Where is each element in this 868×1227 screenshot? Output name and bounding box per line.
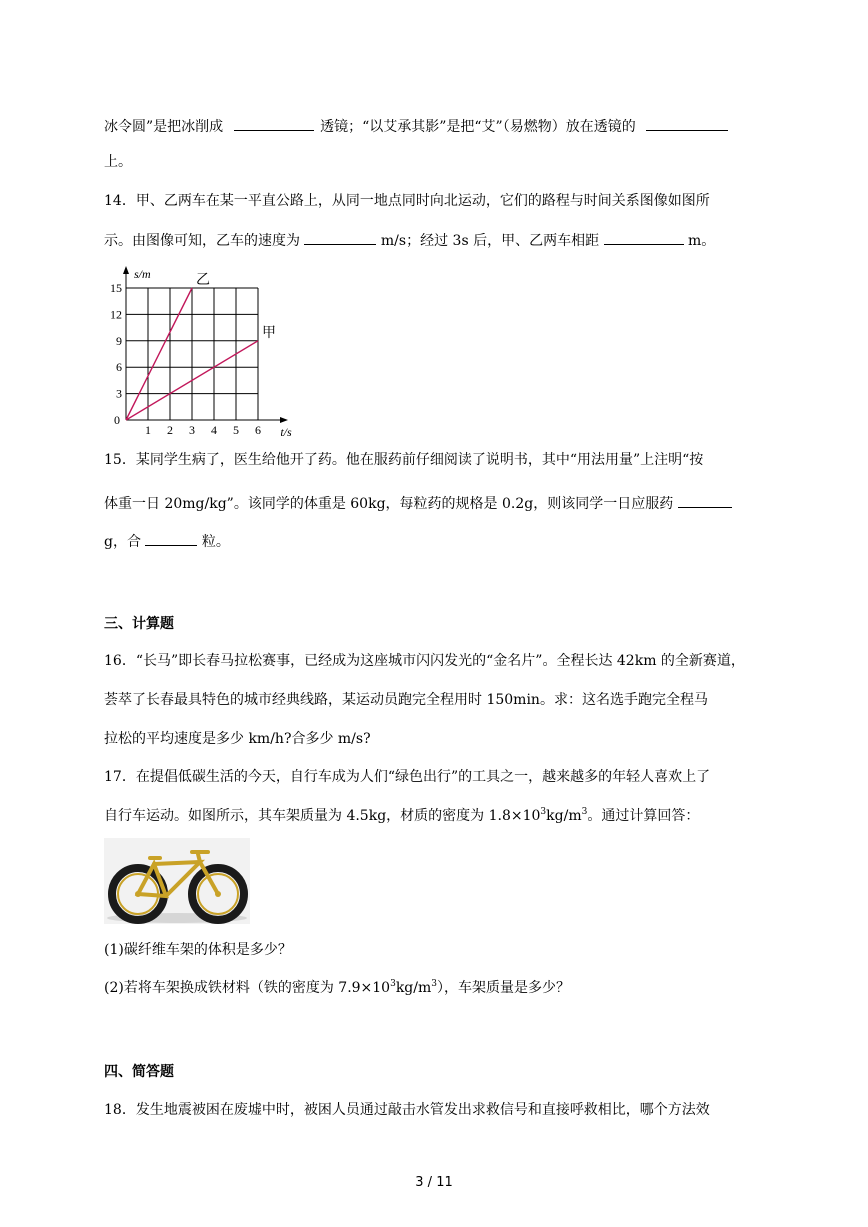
page-separator: / (427, 1175, 433, 1190)
q14-blank-speed[interactable] (304, 229, 376, 245)
q17-sub2-text-b: kg/m (395, 980, 432, 996)
q13-blank-1[interactable] (234, 115, 314, 131)
x-tick-label: 4 (211, 423, 217, 437)
q17-sub2-text-c: ），车架质量是多少？ (437, 980, 570, 996)
exponent: 3 (540, 807, 547, 817)
q15-line-3 (104, 530, 230, 552)
y-axis-arrow (123, 266, 129, 274)
q17-sub-1 (104, 940, 292, 960)
q17-text-1: 17．在提倡低碳生活的今天，自行车成为人们“绿色出行”的工具之一，越来越多的年轻人喜欢上了 (104, 769, 711, 785)
bicycle-image (104, 838, 250, 924)
q16-line-2 (104, 690, 708, 710)
q15-text-3b: 粒。 (201, 534, 230, 550)
origin-label: 0 (114, 413, 120, 427)
x-tick-label: 6 (255, 423, 261, 437)
q16-line-3 (104, 729, 371, 749)
q17-text-2b: kg/m (546, 808, 582, 824)
section-heading-short-answer: 四、简答题 (104, 1064, 174, 1080)
series-label: 乙 (196, 272, 210, 288)
y-tick-label: 6 (116, 360, 122, 375)
q14-line-1 (104, 191, 710, 211)
q17-sub2-text-a: (2)若将车架换成铁材料（铁的密度为 7.9×10 (104, 980, 391, 996)
section-heading-calculation: 三、计算题 (104, 616, 174, 632)
q17-text-2a: 自行车运动。如图所示，其车架质量为 4.5kg，材质的密度为 1.8×10 (104, 808, 541, 824)
distance-time-chart (104, 258, 304, 438)
q14-text-2a: 示。由图像可知，乙车的速度为 (104, 233, 300, 249)
q14-line-2 (104, 229, 715, 251)
x-tick-label: 2 (167, 423, 173, 437)
q16-line-1 (104, 651, 745, 671)
q16-text-2: 荟萃了长春最具特色的城市经典线路，某运动员跑完全程用时 150min。求：这名选手跑完全程马 (104, 692, 708, 708)
x-axis-label: t/s (280, 425, 292, 438)
q13-line-2 (104, 152, 132, 172)
q15-text-1: 15．某同学生病了，医生给他开了药。他在服药前仔细阅读了说明书，其中“用法用量”上注明“按 (104, 452, 704, 468)
q17-line-2 (104, 806, 699, 826)
series-label: 甲 (262, 324, 276, 341)
q14-blank-distance[interactable] (604, 229, 684, 245)
q17-line-1 (104, 767, 710, 787)
q13-text-a: 冰令圆”是把冰削成 (104, 119, 224, 135)
q14-text-2c: m。 (687, 233, 716, 249)
q18-text-1: 18．发生地震被困在废墟中时，被困人员通过敲击水管发出求救信号和直接呼救相比，哪个方法效 (104, 1102, 710, 1118)
q13-line (104, 115, 728, 137)
exponent: 3 (431, 979, 437, 989)
x-tick-label: 3 (189, 423, 195, 437)
q17-sub-2 (104, 978, 570, 998)
q16-text-1: 16．“长马”即长春马拉松赛事，已经成为这座城市闪闪发光的“金名片”。全程长达 42km 的全新赛道， (104, 653, 745, 669)
y-tick-label: 9 (116, 333, 122, 348)
q15-text-2a: 体重一日 20mg/kg”。该同学的体重是 60kg，每粒药的规格是 0.2g，则该同学一日应服药 (104, 496, 674, 512)
q14-text-2b: m/s；经过 3s 后，甲、乙两车相距 (380, 233, 600, 249)
y-tick-label: 12 (110, 307, 122, 322)
y-tick-label: 15 (110, 281, 122, 295)
q15-line-1 (104, 450, 703, 470)
q13-text-b: 透镜；“以艾承其影”是把“艾”（易燃物）放在透镜的 (320, 119, 636, 135)
page-total: 11 (436, 1175, 453, 1190)
x-tick-label: 1 (145, 423, 151, 437)
q14-text-1: 14．甲、乙两车在某一平直公路上，从同一地点同时向北运动，它们的路程与时间关系图像如图所 (104, 193, 710, 209)
q17-text-2c: 。通过计算回答： (587, 808, 700, 824)
q16-text-3: 拉松的平均速度是多少 km/h?合多少 m/s? (104, 731, 371, 747)
q17-sub1-text: (1)碳纤维车架的体积是多少？ (104, 942, 292, 958)
y-axis-label: s/m (134, 267, 151, 281)
q15-text-3a: g，合 (104, 534, 141, 550)
exponent: 3 (581, 807, 588, 817)
page-footer (0, 1175, 868, 1190)
x-tick-label: 5 (233, 423, 239, 437)
q15-line-2 (104, 492, 732, 514)
q15-blank-grams[interactable] (678, 492, 732, 508)
y-tick-label: 3 (116, 386, 122, 401)
page-number: 3 (415, 1175, 424, 1190)
q13-text-c: 上。 (104, 154, 132, 170)
x-axis-arrow (280, 417, 288, 423)
q13-blank-2[interactable] (646, 115, 728, 131)
q15-blank-pills[interactable] (145, 530, 197, 546)
q18-line-1 (104, 1100, 710, 1120)
exponent: 3 (390, 979, 396, 989)
